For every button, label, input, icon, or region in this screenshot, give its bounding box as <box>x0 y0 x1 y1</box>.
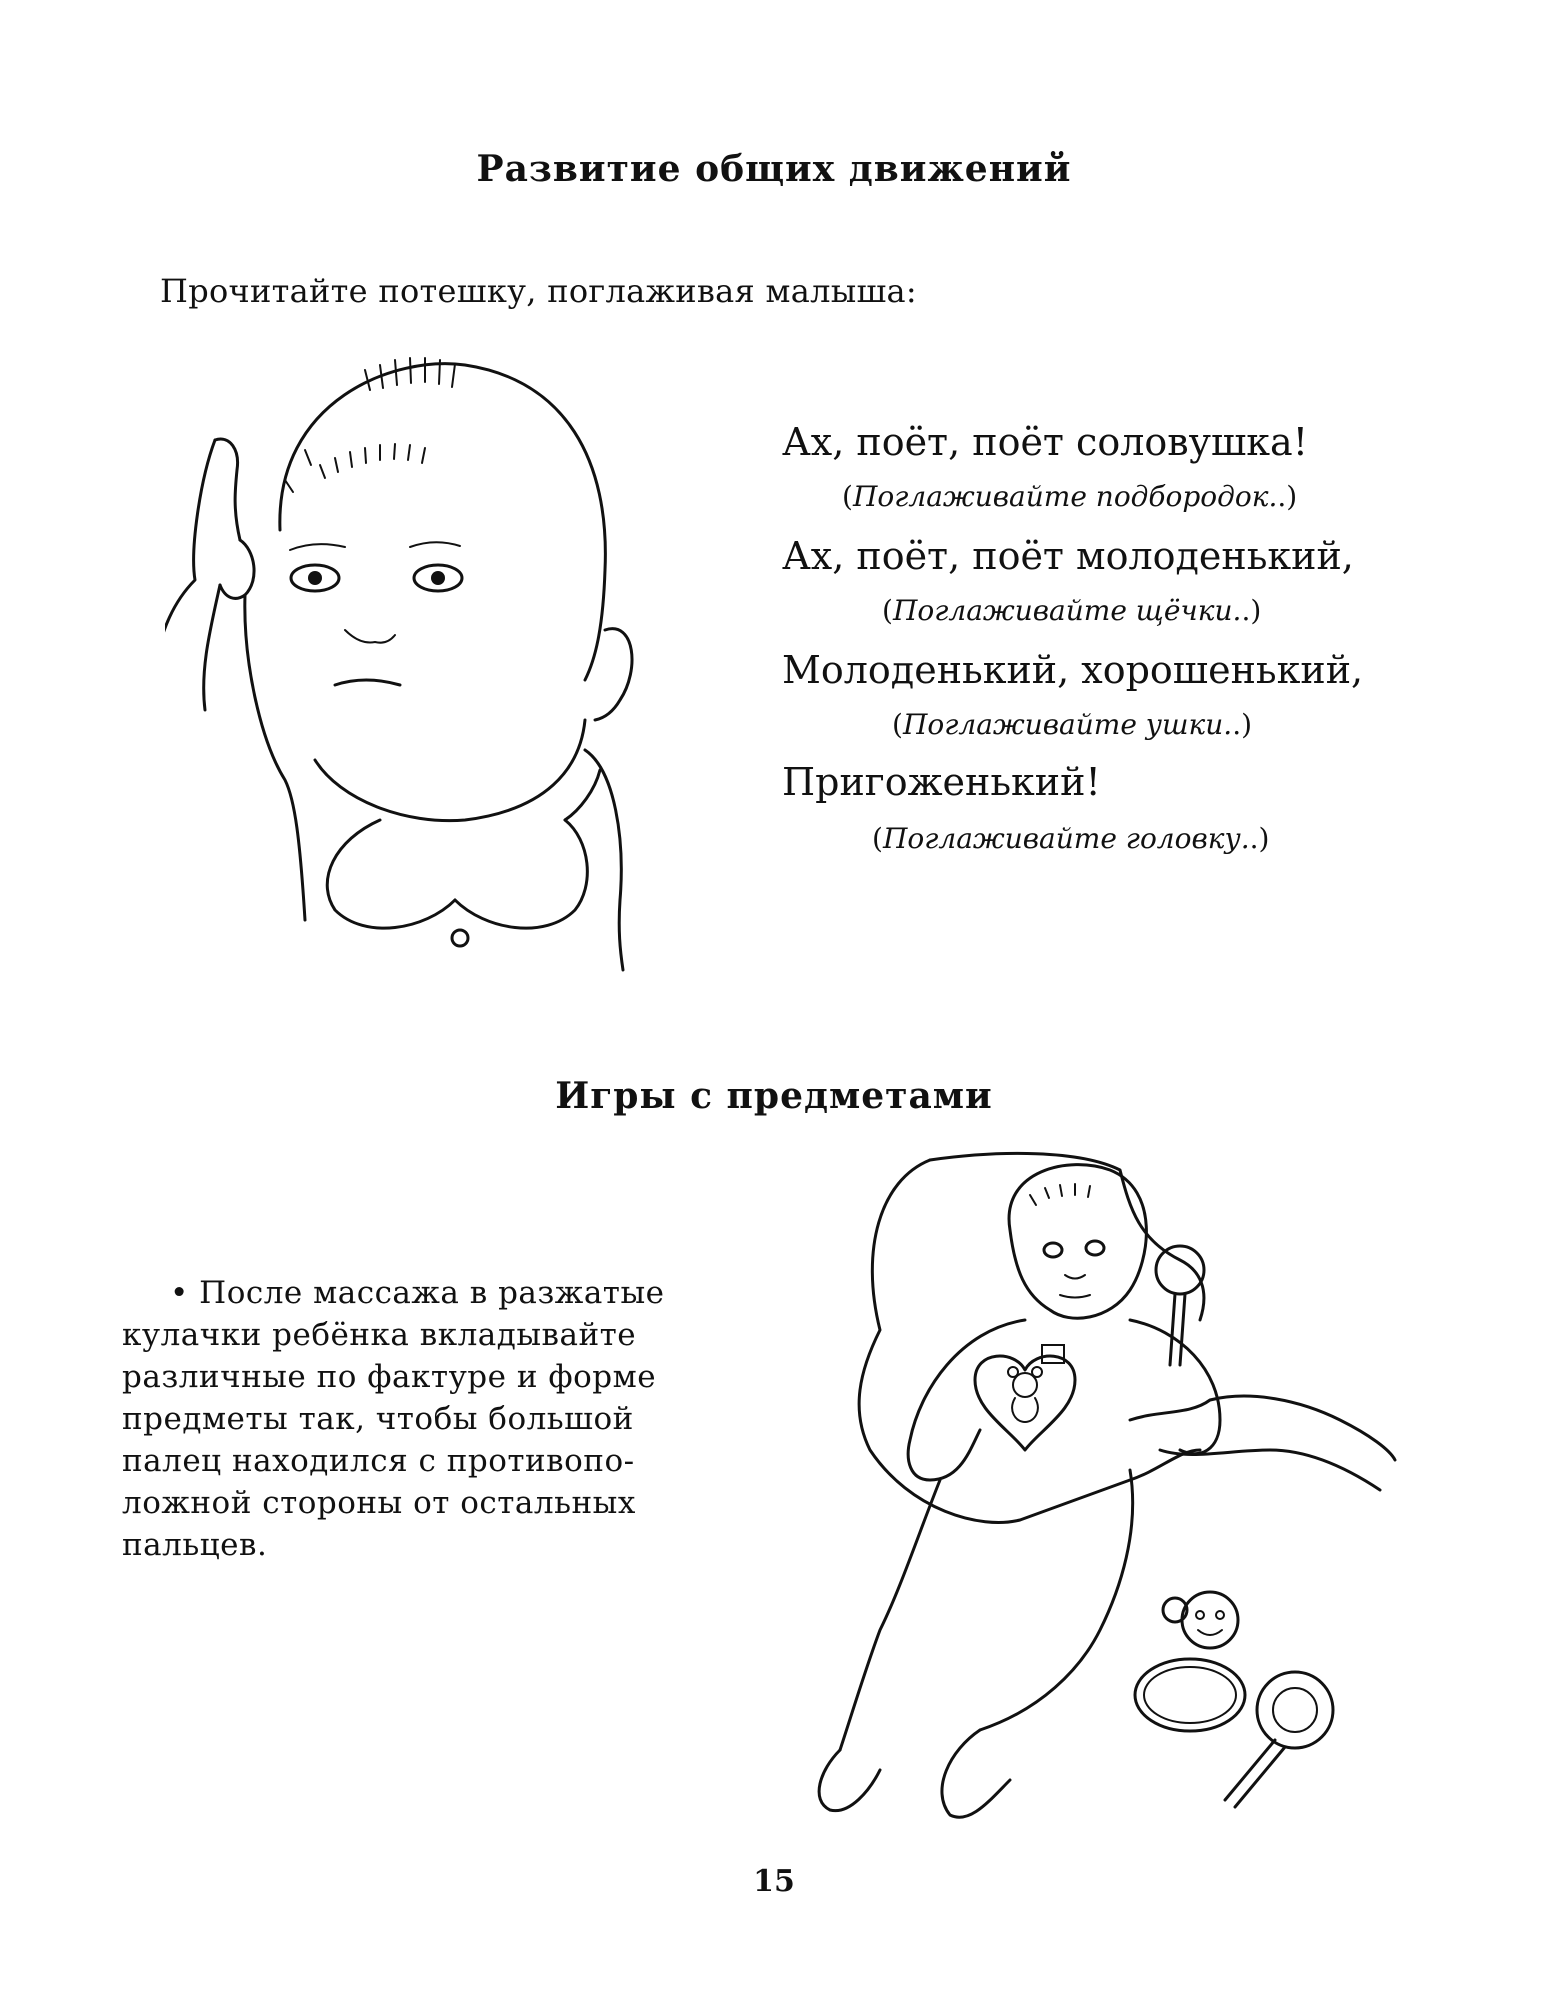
bullet: • <box>170 1275 189 1311</box>
baby-face-illustration <box>165 340 635 980</box>
paren-open: ( <box>892 708 903 741</box>
paren-close: .) <box>1241 594 1262 627</box>
verse-line: Ах, поёт, поёт молоденький, <box>782 534 1354 578</box>
section-heading-general-movements: Развитие общих движений <box>476 148 1072 190</box>
paren-close: .) <box>1232 708 1253 741</box>
intro-text: Прочитайте потешку, поглаживая малыша: <box>160 272 917 310</box>
baby-with-rattle-illustration <box>780 1150 1400 1830</box>
verse-note-text: Поглаживайте подбородок. <box>852 480 1278 513</box>
paragraph-line <box>122 1272 682 1314</box>
page-number: 15 <box>753 1864 795 1899</box>
verse-note-text: Поглаживайте ушки. <box>902 708 1233 741</box>
section-heading-object-games: Игры с предметами <box>555 1075 993 1117</box>
paragraph-line: ложной стороны от остальных <box>122 1485 636 1521</box>
verse-note-text: Поглаживайте головку. <box>882 822 1250 855</box>
paragraph-line: различные по фактуре и форме <box>122 1359 657 1395</box>
verse-note <box>842 480 1297 513</box>
verse-note <box>892 708 1252 741</box>
verse-line: Ах, поёт, поёт соловушка! <box>782 420 1308 464</box>
paren-open: ( <box>882 594 893 627</box>
paragraph-line: палец находился с противопо- <box>122 1443 635 1479</box>
verse-note <box>872 822 1269 855</box>
verse-note-text: Поглаживайте щёчки. <box>892 594 1242 627</box>
paragraph-line-text: После массажа в разжатые <box>199 1275 665 1311</box>
verse-note <box>882 594 1261 627</box>
paragraph-line: пальцев. <box>122 1527 268 1563</box>
paren-close: .) <box>1249 822 1270 855</box>
instruction-paragraph <box>122 1272 682 1566</box>
paren-open: ( <box>872 822 883 855</box>
paragraph-line: кулачки ребёнка вкладывайте <box>122 1317 637 1353</box>
verse-line: Пригоженький! <box>782 760 1101 804</box>
paren-open: ( <box>842 480 853 513</box>
paren-close: .) <box>1277 480 1298 513</box>
paragraph-line: предметы так, чтобы большой <box>122 1401 634 1437</box>
verse-line: Молоденький, хорошенький, <box>782 648 1364 692</box>
